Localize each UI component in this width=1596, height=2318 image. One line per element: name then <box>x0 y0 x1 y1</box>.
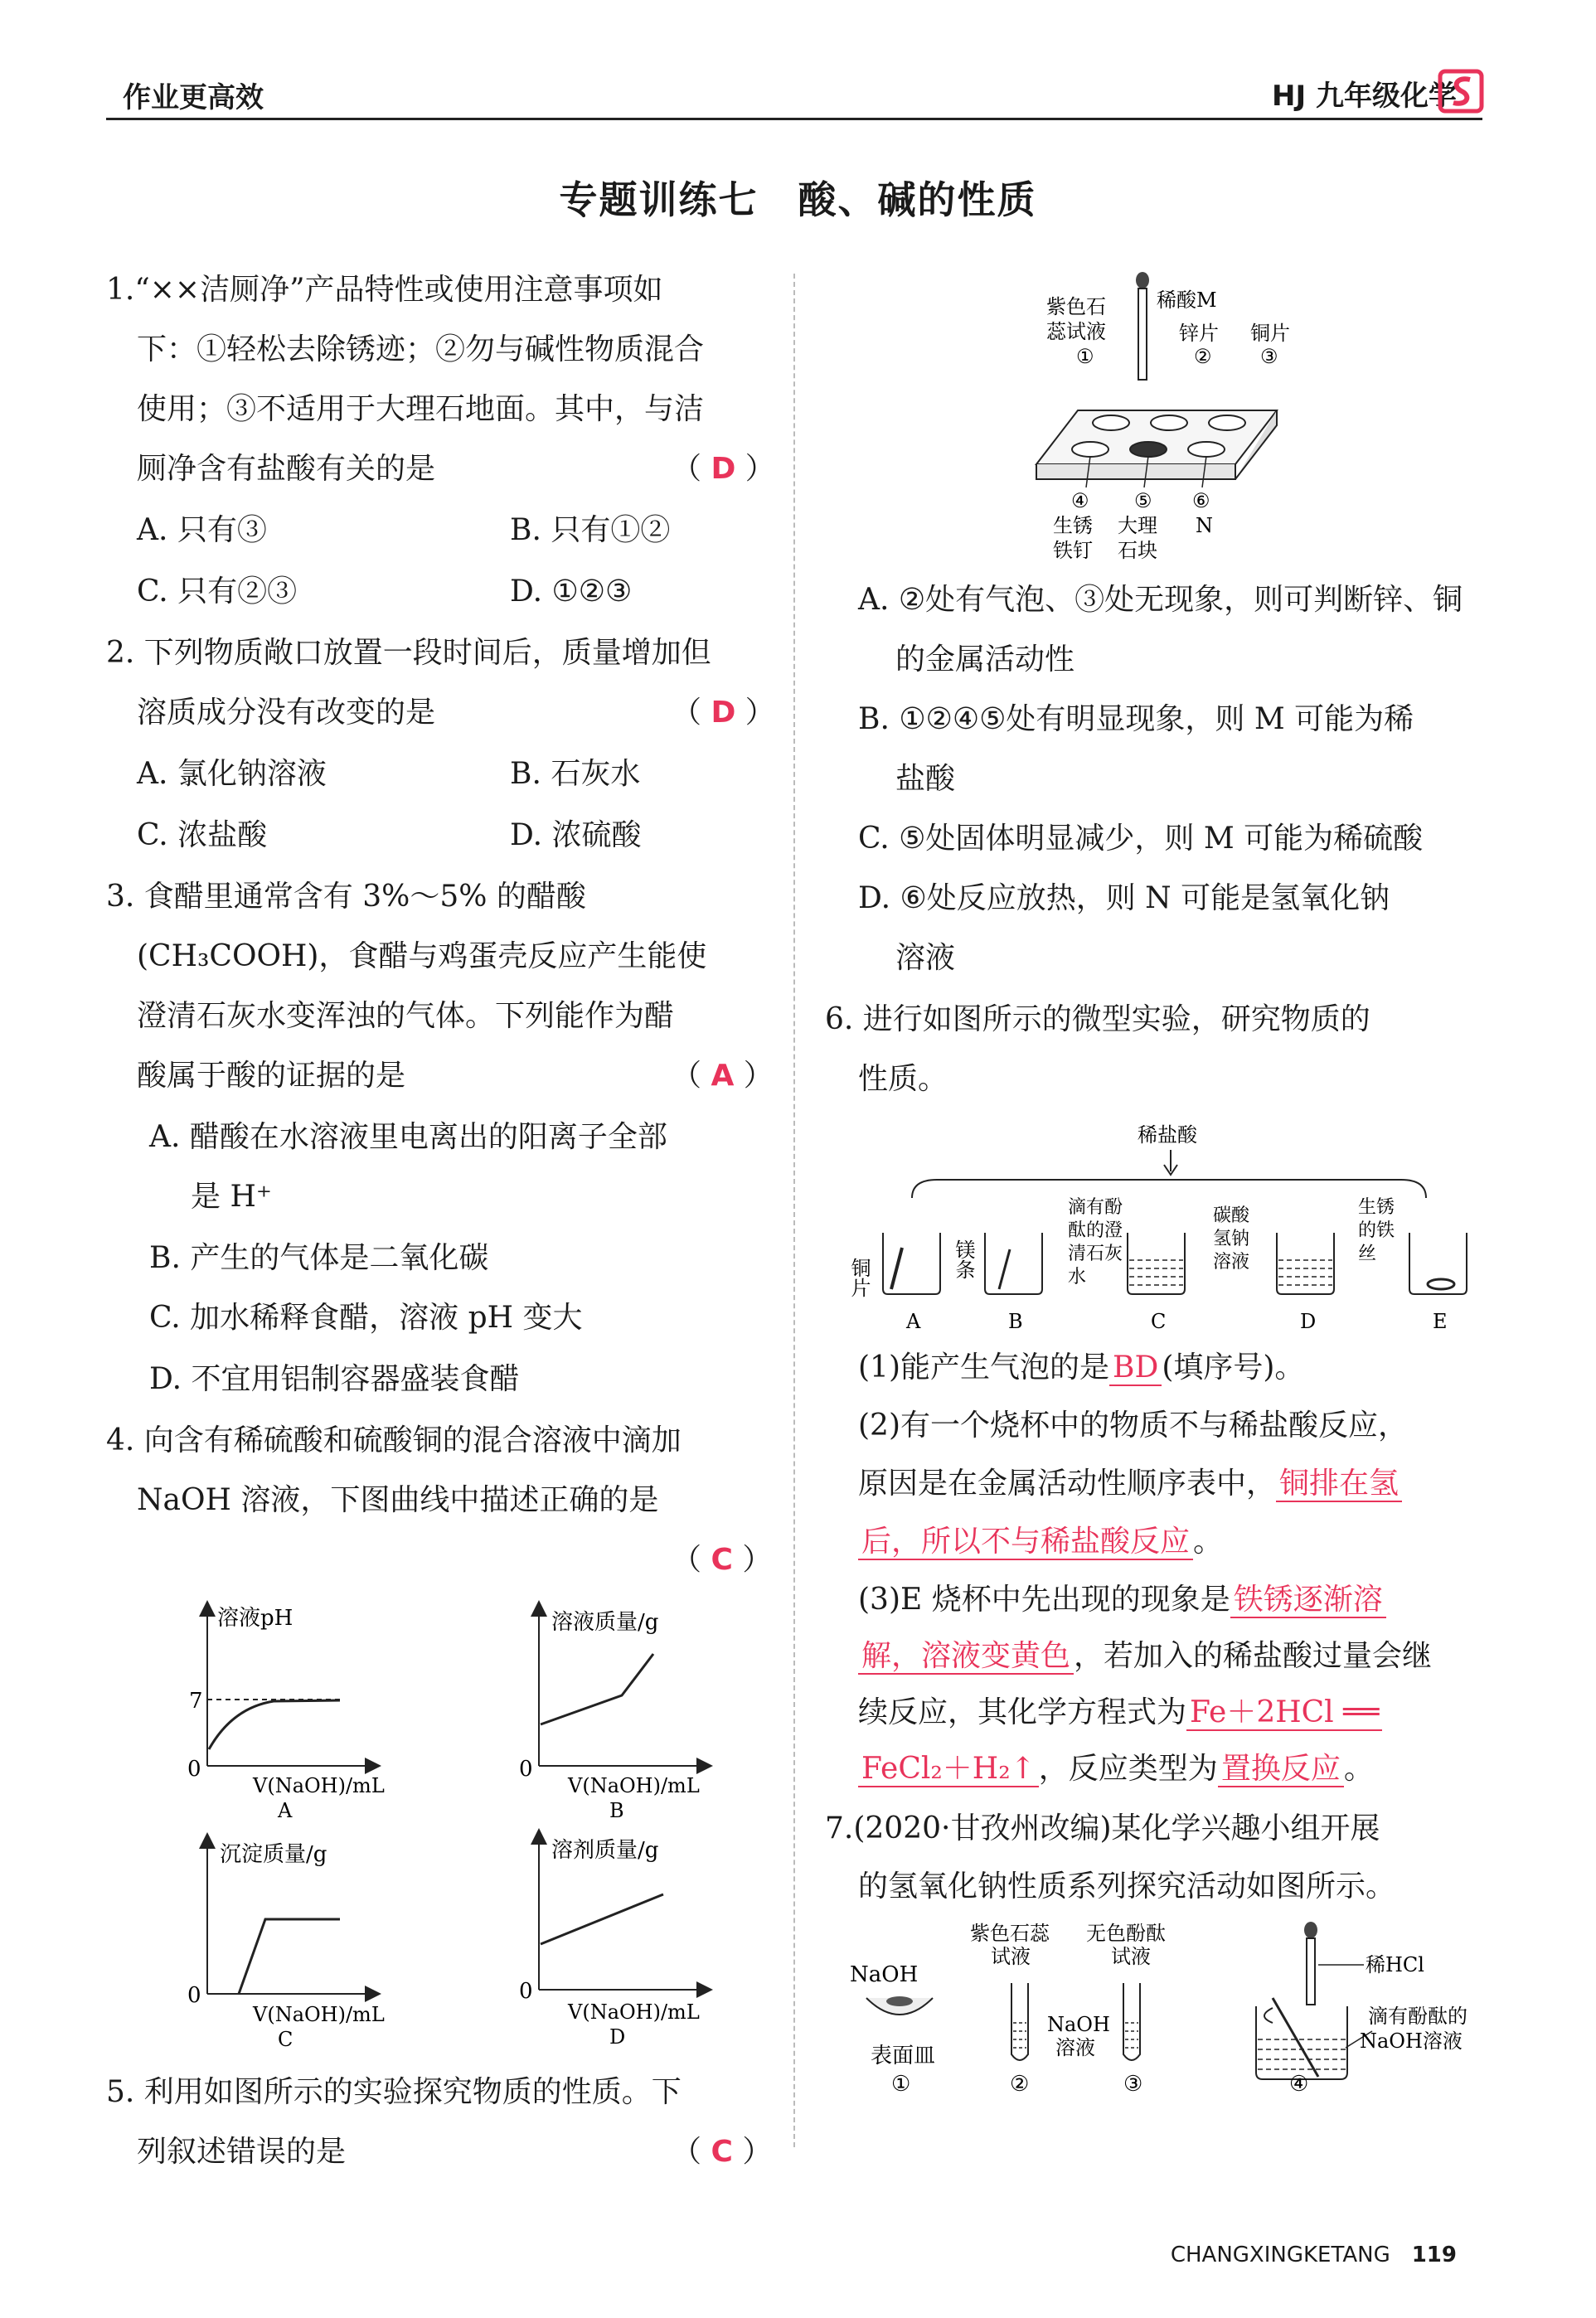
graph-c-ylabel: 沉淀质量/g <box>220 1842 327 1867</box>
q6-beakers-figure <box>847 1115 1484 1339</box>
q1-option-c: C. 只有②③ <box>137 575 298 609</box>
beaker-a <box>847 1233 940 1333</box>
q5-label-copper: 铜片 <box>1250 322 1290 345</box>
graph-a-origin: 0 <box>187 1757 201 1782</box>
q2-option-a: A. 氯化钠溶液 <box>137 757 327 791</box>
q6-p3-reaction-type: 置换反应 <box>1218 1752 1344 1787</box>
q6-label-e1: 生锈 <box>1358 1197 1395 1218</box>
q7-line-1: 7.(2020·甘孜州改编)某化学兴趣小组开展 <box>825 1811 1380 1845</box>
q5-line-2: 列叙述错误的是 <box>137 2135 347 2169</box>
graph-c <box>187 1840 385 2051</box>
q1-answer-bracket: （ D ） <box>672 452 775 486</box>
q7-label-dish: 表面皿 <box>871 2044 936 2068</box>
watch-glass <box>850 1962 935 2097</box>
q1-option-a: A. 只有③ <box>137 513 267 547</box>
q6-label-c4: 水 <box>1068 1267 1087 1288</box>
graph-a-tag: A <box>278 1799 293 1822</box>
graph-a-xlabel: V(NaOH)/mL <box>253 1774 385 1797</box>
q5-label-rusty-1: 生锈 <box>1053 514 1093 537</box>
q6-label-d2: 氢钠 <box>1213 1229 1250 1249</box>
q2-option-d: D. 浓硫酸 <box>510 818 642 852</box>
q4-graphs <box>174 1592 738 2056</box>
q6-p2-answer-2: 后，所以不与稀盐酸反应 <box>858 1525 1193 1560</box>
q3-line-2: (CH₃COOH)，食醋与鸡蛋壳反应产生能使 <box>137 939 707 973</box>
q2-answer: D <box>711 696 736 730</box>
q4-line-1: 4. 向含有稀硫酸和硫酸铜的混合溶液中滴加 <box>106 1423 682 1457</box>
q6-part3-line4 <box>858 1749 1374 1789</box>
q1-line-3: 使用；③不适用于大理石地面。其中，与洁 <box>137 392 705 426</box>
q5-label-marble-1: 大理 <box>1118 514 1157 537</box>
page-title: 专题训练七 酸、碱的性质 <box>559 177 1037 222</box>
q2-option-c: C. 浓盐酸 <box>137 818 268 852</box>
graph-c-xlabel: V(NaOH)/mL <box>253 2003 385 2026</box>
q7-label-hcl: 稀HCl <box>1366 1953 1424 1976</box>
q6-p3-eq-label: 续反应，其化学方程式为 <box>858 1695 1187 1729</box>
q5-option-a-cont: 的金属活动性 <box>895 643 1075 676</box>
q7-label-sol-2: 溶液 <box>1055 2036 1095 2059</box>
q6-p1-answer: BD <box>1109 1351 1162 1386</box>
test-tube-litmus <box>970 1922 1050 2097</box>
graph-a <box>187 1606 385 1822</box>
q1-line-4: 厕净含有盐酸有关的是 <box>137 452 436 486</box>
q6-p1-post: (填序号)。 <box>1162 1351 1305 1384</box>
beaker-e <box>1358 1197 1467 1333</box>
q6-part3-line3 <box>858 1693 1382 1733</box>
graph-d-origin: 0 <box>519 1979 533 2004</box>
graph-d-tag: D <box>609 2025 626 2049</box>
q6-label-c3: 清石灰 <box>1068 1244 1123 1264</box>
q1-option-b: B. 只有①② <box>510 513 671 547</box>
q3-line-3: 澄清石灰水变浑浊的气体。下列能作为醋 <box>137 999 675 1033</box>
q6-p3-answer-1: 铁锈逐渐溶 <box>1230 1583 1386 1618</box>
q3-option-a: A. 醋酸在水溶液里电离出的阳离子全部 <box>149 1120 667 1154</box>
q7-label-phen-2: 试液 <box>1111 1945 1151 1968</box>
q5-option-b-cont: 盐酸 <box>895 762 956 796</box>
q5-answer-bracket: （ C ） <box>672 2135 773 2169</box>
q5-option-d: D. ⑥处反应放热，则 N 可能是氢氧化钠 <box>858 881 1390 915</box>
beaker-b <box>952 1233 1042 1333</box>
q5-option-b: B. ①②④⑤处有明显现象，则 M 可能为稀 <box>858 702 1414 736</box>
q6-brace <box>912 1180 1426 1198</box>
q2-line-2: 溶质成分没有改变的是 <box>137 696 436 730</box>
dropper-bulb-icon <box>1136 272 1149 289</box>
test-tube-phenolphthalein <box>1047 1922 1166 2097</box>
q4-line-2: NaOH 溶液，下图曲线中描述正确的是 <box>137 1483 659 1517</box>
q5-label-acid-m: 稀酸M <box>1157 289 1217 312</box>
q3-option-d: D. 不宜用铝制容器盛装食醋 <box>149 1362 520 1396</box>
q7-num-3: ③ <box>1123 2072 1143 2097</box>
graph-a-ytick: 7 <box>189 1689 203 1714</box>
graph-a-ylabel: 溶液pH <box>217 1606 293 1631</box>
graph-b-xlabel: V(NaOH)/mL <box>568 1774 700 1797</box>
q7-num-4: ④ <box>1289 2072 1309 2097</box>
q6-tag-e: E <box>1433 1310 1448 1333</box>
q7-num-2: ② <box>1010 2072 1030 2097</box>
q6-label-e3: 丝 <box>1358 1244 1377 1264</box>
q6-p3-end: 。 <box>1343 1752 1374 1786</box>
q6-tag-a: A <box>906 1310 921 1333</box>
footer-brand: CHANGXINGKETANG <box>1170 2243 1390 2267</box>
q6-part3-line2 <box>858 1637 1432 1676</box>
q3-option-c: C. 加水稀释食醋，溶液 pH 变大 <box>149 1301 583 1335</box>
q7-label-phen-1: 无色酚酞 <box>1086 1922 1166 1945</box>
q6-label-c2: 酞的澄 <box>1068 1220 1123 1241</box>
q6-tag-b: B <box>1008 1310 1023 1333</box>
q7-label-beaker-2: NaOH溶液 <box>1360 2029 1463 2053</box>
q5-label-marble-2: 石块 <box>1118 539 1157 562</box>
stir-arrow-icon <box>1264 2008 1273 2023</box>
q6-p3-answer-2: 解，溶液变黄色 <box>858 1639 1074 1675</box>
q5-answer: C <box>711 2135 733 2169</box>
q5-option-d-cont: 溶液 <box>895 941 956 975</box>
q5-well-plate-figure <box>1028 265 1343 572</box>
graph-b-ylabel: 溶液质量/g <box>551 1610 659 1635</box>
q3-option-a-cont: 是 H⁺ <box>191 1180 272 1214</box>
q6-label-e2: 的铁 <box>1358 1220 1395 1241</box>
q6-part2-line2 <box>858 1464 1402 1504</box>
q5-option-a: A. ②处有气泡、③处无现象，则可判断锌、铜 <box>858 583 1463 617</box>
q6-part1 <box>858 1348 1304 1388</box>
q6-p3-equation-2: FeCl₂＋H₂↑ <box>858 1752 1039 1787</box>
q3-answer-bracket: （ A ） <box>672 1059 774 1093</box>
q5-num-1: ① <box>1076 345 1094 368</box>
q6-part2-line3 <box>858 1522 1223 1562</box>
q6-p3-type-label: ，反应类型为 <box>1038 1752 1218 1786</box>
q6-line-1: 6. 进行如图所示的微型实验，研究物质的 <box>825 1002 1370 1036</box>
q3-answer: A <box>711 1059 735 1093</box>
q6-part2-line1: (2)有一个烧杯中的物质不与稀盐酸反应， <box>858 1409 1408 1443</box>
publisher-logo-icon <box>1438 66 1487 114</box>
header-rule <box>106 118 1482 120</box>
header-right: HJ 九年级化学 <box>1272 80 1457 113</box>
q4-answer-bracket: （ C ） <box>672 1543 773 1577</box>
q6-p3-mid: ，若加入的稀盐酸过量会继 <box>1074 1639 1433 1673</box>
iron-wire-coil-icon <box>1428 1279 1454 1289</box>
q6-tag-d: D <box>1300 1310 1317 1333</box>
page-number: 119 <box>1411 2243 1457 2267</box>
q6-label-magnesium: 镁条 <box>952 1239 975 1279</box>
q1-answer: D <box>711 452 736 486</box>
q3-line-4: 酸属于酸的证据的是 <box>137 1059 406 1093</box>
q6-p1-text: (1)能产生气泡的是 <box>858 1351 1109 1384</box>
q2-option-b: B. 石灰水 <box>510 757 641 791</box>
q1-line-1: 1.“××洁厕净”产品特性或使用注意事项如 <box>106 273 663 307</box>
q1-option-d: D. ①②③ <box>510 575 633 609</box>
q5-line-1: 5. 利用如图所示的实验探究物质的性质。下 <box>106 2075 682 2109</box>
q6-label-copper: 铜片 <box>847 1258 871 1297</box>
graph-d-ylabel: 溶剂质量/g <box>551 1838 659 1863</box>
q7-label-sol-1: NaOH <box>1047 2013 1110 2036</box>
q7-line-2: 的氢氧化钠性质系列探究活动如图所示。 <box>858 1869 1396 1903</box>
beaker-c <box>1068 1197 1185 1333</box>
q5-label-litmus-2: 蕊试液 <box>1046 320 1106 343</box>
q1-line-2: 下：①轻松去除锈迹；②勿与碱性物质混合 <box>137 332 705 366</box>
q4-answer: C <box>711 1543 733 1577</box>
graph-c-tag: C <box>278 2028 293 2051</box>
q5-num-6: ⑥ <box>1192 489 1210 512</box>
q6-label-d1: 碳酸 <box>1213 1205 1250 1226</box>
q5-num-5: ⑤ <box>1134 489 1152 512</box>
column-divider <box>793 274 795 2147</box>
q7-label-beaker-1: 滴有酚酞的 <box>1368 2005 1467 2028</box>
q7-experiment-figure <box>842 1915 1488 2164</box>
q5-label-zinc: 锌片 <box>1179 322 1219 345</box>
q3-option-b: B. 产生的气体是二氧化碳 <box>149 1241 489 1275</box>
beaker-d <box>1213 1205 1334 1333</box>
beaker-titration <box>1256 1922 1467 2097</box>
q6-label-hcl: 稀盐酸 <box>1138 1123 1197 1147</box>
q6-label-d3: 溶液 <box>1213 1252 1250 1273</box>
graph-b-origin: 0 <box>519 1757 533 1782</box>
q6-p2-text: 原因是在金属活动性顺序表中， <box>858 1467 1277 1501</box>
q5-num-2: ② <box>1194 345 1212 368</box>
q6-p2-post: 。 <box>1193 1525 1224 1559</box>
q7-label-litmus-1: 紫色石蕊 <box>970 1922 1050 1945</box>
graph-b <box>519 1608 705 1822</box>
q5-num-3: ③ <box>1260 345 1278 368</box>
dropper-tube <box>1138 289 1147 380</box>
q3-line-1: 3. 食醋里通常含有 3%～5% 的醋酸 <box>106 880 586 914</box>
q5-label-n: N <box>1196 514 1213 537</box>
q6-part3-line1 <box>858 1580 1386 1620</box>
q7-label-naoh: NaOH <box>850 1962 919 1987</box>
q6-p2-answer-1: 铜排在氢 <box>1276 1467 1402 1502</box>
q7-num-1: ① <box>891 2072 911 2097</box>
q5-label-litmus-1: 紫色石 <box>1046 295 1106 318</box>
q6-p3-text: (3)E 烧杯中先出现的现象是 <box>858 1583 1230 1617</box>
q2-answer-bracket: （ D ） <box>672 696 775 730</box>
q5-num-4: ④ <box>1071 489 1089 512</box>
q7-label-litmus-2: 试液 <box>991 1945 1031 1968</box>
q6-line-2: 性质。 <box>858 1062 948 1096</box>
footer <box>1171 2243 1457 2267</box>
graph-c-origin: 0 <box>187 1983 201 2008</box>
graph-d <box>519 1836 705 2049</box>
q5-label-rusty-2: 铁钉 <box>1053 539 1093 562</box>
dropper-bulb-icon <box>1304 1922 1317 1938</box>
header-left: 作业更高效 <box>123 81 264 114</box>
graph-d-xlabel: V(NaOH)/mL <box>568 2000 700 2024</box>
q2-line-1: 2. 下列物质敞口放置一段时间后，质量增加但 <box>106 636 711 670</box>
q6-label-c1: 滴有酚 <box>1068 1197 1123 1218</box>
q5-option-c: C. ⑤处固体明显减少，则 M 可能为稀硫酸 <box>858 822 1424 856</box>
q6-tag-c: C <box>1151 1310 1167 1333</box>
graph-b-tag: B <box>609 1799 624 1822</box>
q6-p3-equation-1: Fe＋2HCl ══ <box>1186 1695 1382 1731</box>
